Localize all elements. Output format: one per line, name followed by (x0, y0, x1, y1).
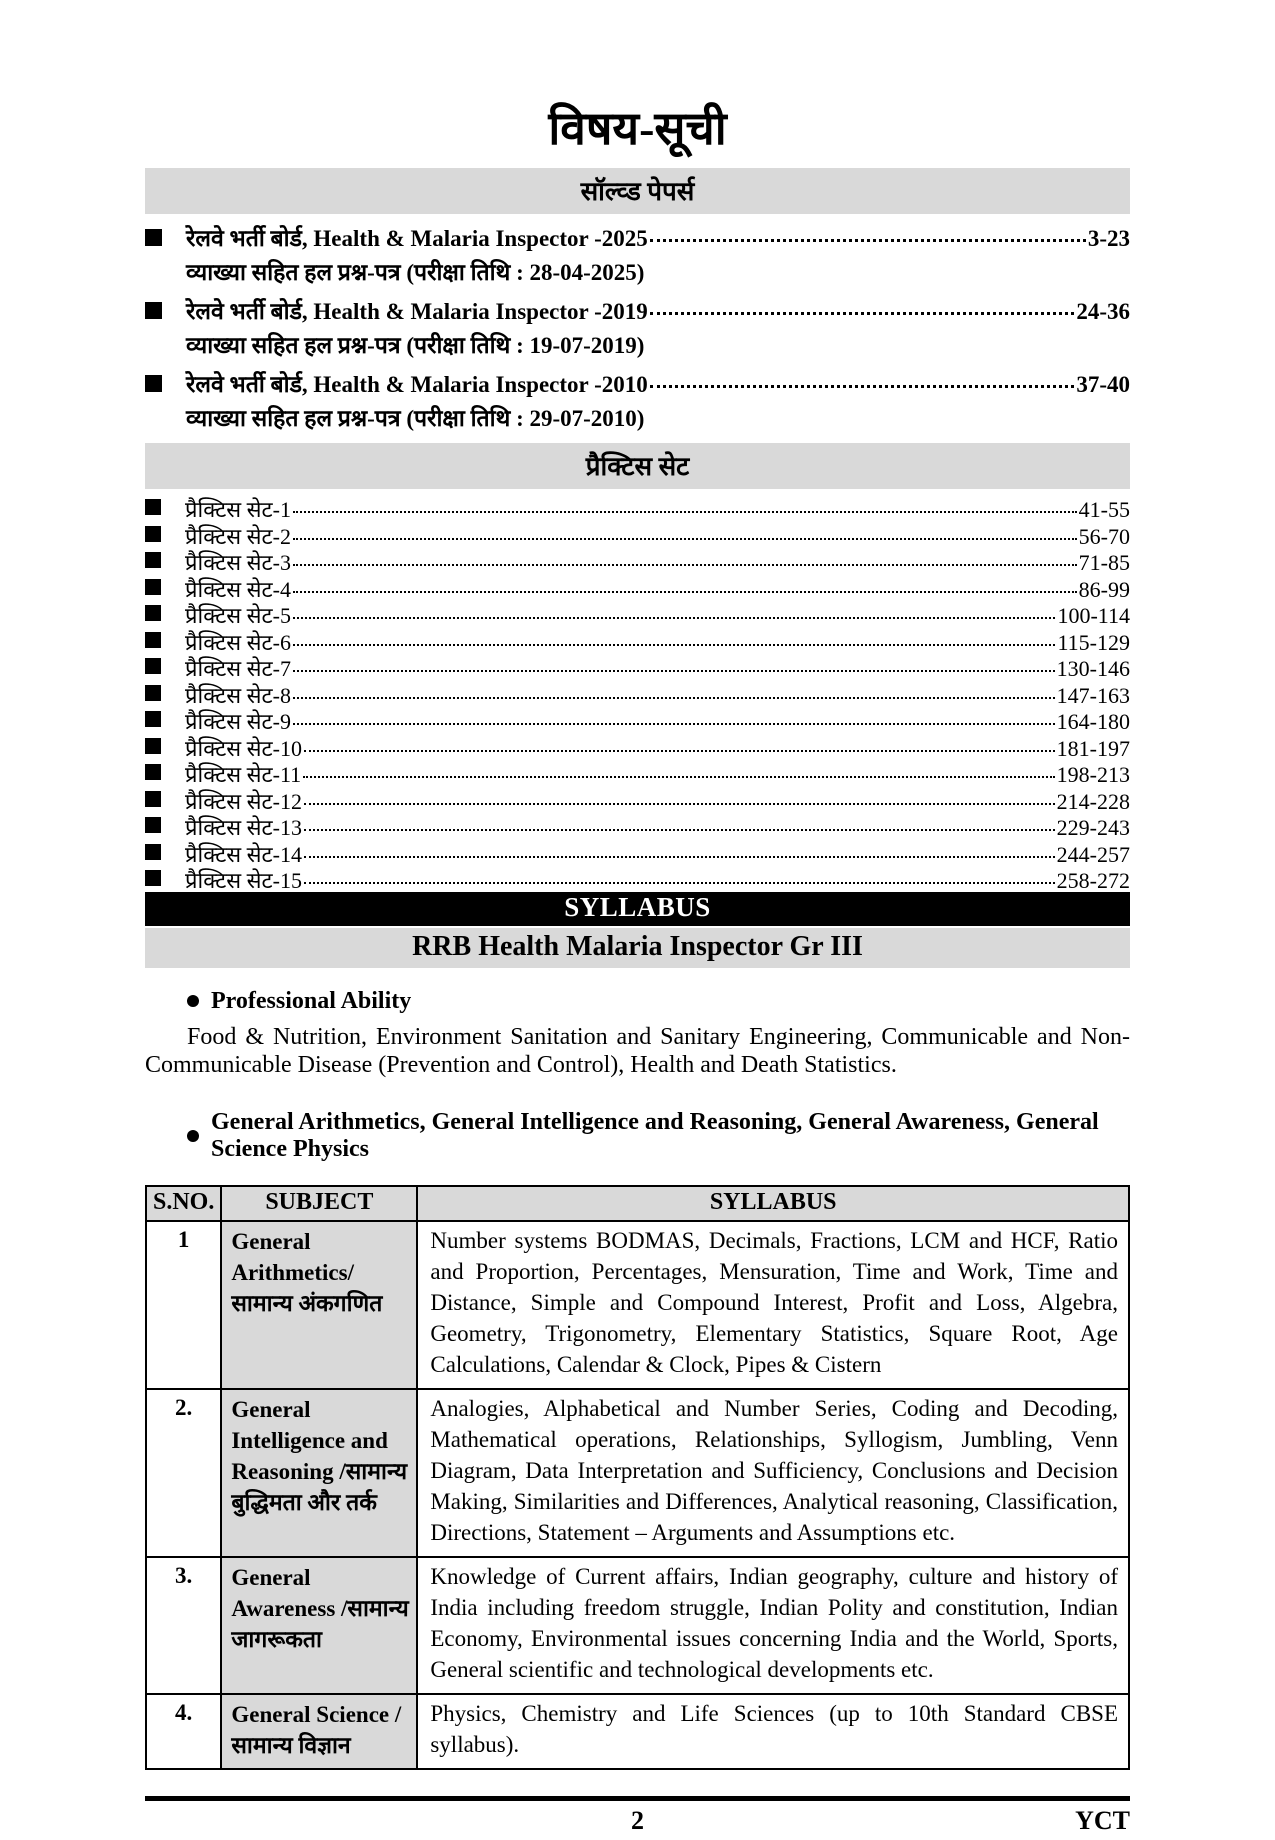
practice-set-pages: 164-180 (1056, 709, 1130, 734)
dot-leader (650, 312, 1075, 315)
circle-bullet-icon (187, 1130, 199, 1142)
dot-leader (303, 776, 1055, 778)
table-row (146, 1694, 1129, 1769)
professional-ability-heading: Professional Ability (187, 988, 1130, 1015)
square-bullet-icon (145, 632, 161, 648)
practice-set-pages: 198-213 (1056, 762, 1130, 787)
square-bullet-icon (145, 229, 162, 246)
practice-set-label: प्रैक्टिस सेट-10 (185, 735, 302, 761)
practice-set-pages: 86-99 (1078, 576, 1130, 602)
syllabus-table-header-row (146, 1186, 1129, 1221)
practice-set-pages: 100-114 (1057, 603, 1130, 628)
syllabus-subtitle: RRB Health Malaria Inspector Gr III (145, 928, 1130, 968)
cell-sno: 4. (146, 1694, 221, 1769)
cell-sno: 2. (146, 1389, 221, 1557)
solved-papers-section-header: सॉल्व्ड पेपर्स (145, 168, 1130, 214)
square-bullet-icon (145, 302, 162, 319)
practice-set-label: प्रैक्टिस सेट-9 (185, 709, 291, 734)
cell-subject: General Awareness /सामान्य जागरूकता (221, 1557, 417, 1694)
header-syllabus: SYLLABUS (417, 1186, 1129, 1221)
solved-paper-subtitle: व्याख्या सहित हल प्रश्न-पत्र (परीक्षा तिथि : 19-07-2019) (186, 333, 645, 358)
square-bullet-icon (145, 579, 161, 595)
solved-paper-title: रेलवे भर्ती बोर्ड, Health & Malaria Inspector -2025 (186, 226, 648, 251)
cell-sno: 1 (146, 1221, 221, 1389)
practice-set-entry (145, 574, 1130, 601)
practice-set-pages: 181-197 (1056, 735, 1130, 761)
dot-leader (304, 803, 1055, 805)
solved-paper-entry (145, 367, 1130, 433)
dot-leader (293, 511, 1077, 513)
cell-syllabus: Knowledge of Current affairs, Indian geography, culture and history of India including freedom struggle, Indian Polity and constitution, Indian Economy, Environmental issues concerning India and the World, Sports, General scientific and technological developments etc. (417, 1557, 1129, 1694)
practice-set-pages: 115-129 (1057, 629, 1130, 655)
syllabus-table (145, 1185, 1130, 1770)
practice-set-label: प्रैक्टिस सेट-12 (185, 788, 302, 814)
cell-subject: General Science /सामान्य विज्ञान (221, 1694, 417, 1769)
dot-leader (293, 644, 1056, 646)
practice-set-label: प्रैक्टिस सेट-6 (185, 629, 291, 655)
practice-set-pages: 56-70 (1078, 523, 1130, 549)
practice-set-pages: 258-272 (1056, 868, 1130, 893)
dot-leader (293, 617, 1056, 619)
dot-leader (304, 750, 1055, 752)
practice-sets-section-header: प्रैक्टिस सेट (145, 443, 1130, 489)
practice-set-entry (145, 786, 1130, 813)
practice-set-entry (145, 706, 1130, 733)
solved-paper-title: रेलवे भर्ती बोर्ड, Health & Malaria Inspector -2010 (186, 372, 648, 397)
dot-leader (650, 239, 1086, 242)
square-bullet-icon (145, 605, 161, 621)
solved-paper-pages: 24-36 (1076, 299, 1130, 324)
practice-set-pages: 244-257 (1056, 841, 1130, 867)
header-subject: SUBJECT (221, 1186, 417, 1221)
cell-sno: 3. (146, 1557, 221, 1694)
dot-leader (650, 385, 1075, 388)
table-row (146, 1389, 1129, 1557)
square-bullet-icon (145, 658, 161, 674)
square-bullet-icon (145, 711, 161, 727)
dot-leader (293, 697, 1055, 699)
practice-set-label: प्रैक्टिस सेट-4 (185, 576, 291, 602)
practice-set-label: प्रैक्टिस सेट-14 (185, 841, 302, 867)
syllabus-section-header: SYLLABUS (145, 892, 1130, 926)
subjects-heading: General Arithmetics, General Intelligence and Reasoning, General Awareness, General Science Physics (187, 1109, 1130, 1163)
practice-set-label: प्रैक्टिस सेट-13 (185, 815, 302, 840)
circle-bullet-icon (187, 995, 199, 1007)
practice-set-entry (145, 521, 1130, 548)
practice-set-label: प्रैक्टिस सेट-1 (185, 497, 291, 522)
practice-set-pages: 41-55 (1078, 497, 1130, 522)
square-bullet-icon (145, 764, 161, 780)
dot-leader (293, 670, 1055, 672)
page-title: विषय-सूची (548, 103, 727, 154)
footer-brand: YCT (1075, 1805, 1130, 1835)
practice-set-label: प्रैक्टिस सेट-3 (185, 550, 291, 575)
practice-set-entry (145, 839, 1130, 866)
practice-set-entry (145, 494, 1130, 521)
solved-paper-subtitle: व्याख्या सहित हल प्रश्न-पत्र (परीक्षा तिथि : 28-04-2025) (186, 260, 645, 285)
square-bullet-icon (145, 526, 161, 542)
table-row (146, 1221, 1129, 1389)
solved-paper-subtitle: व्याख्या सहित हल प्रश्न-पत्र (परीक्षा तिथि : 29-07-2010) (186, 406, 645, 431)
practice-set-label: प्रैक्टिस सेट-8 (185, 682, 291, 708)
practice-set-label: प्रैक्टिस सेट-2 (185, 523, 291, 549)
footer-rule (145, 1796, 1130, 1801)
practice-set-entry (145, 812, 1130, 839)
practice-set-pages: 71-85 (1078, 550, 1130, 575)
practice-set-label: प्रैक्टिस सेट-11 (185, 762, 302, 787)
dot-leader (304, 856, 1055, 858)
header-sno: S.NO. (146, 1186, 221, 1221)
solved-paper-pages: 37-40 (1076, 372, 1130, 397)
practice-set-entry (145, 865, 1130, 892)
solved-paper-entry (145, 294, 1130, 360)
practice-set-label: प्रैक्टिस सेट-7 (185, 656, 291, 681)
square-bullet-icon (145, 738, 161, 754)
square-bullet-icon (145, 552, 161, 568)
square-bullet-icon (145, 844, 161, 860)
square-bullet-icon (145, 817, 161, 833)
practice-set-entry (145, 759, 1130, 786)
practice-set-label: प्रैक्टिस सेट-15 (185, 868, 302, 893)
footer-page-number: 2 (631, 1805, 644, 1835)
square-bullet-icon (145, 499, 161, 515)
dot-leader (293, 538, 1077, 540)
practice-set-pages: 147-163 (1056, 682, 1130, 708)
square-bullet-icon (145, 870, 161, 886)
dot-leader (293, 591, 1077, 593)
solved-paper-entry (145, 221, 1130, 287)
practice-set-entry (145, 547, 1130, 574)
professional-ability-text: Food & Nutrition, Environment Sanitation and Sanitary Engineering, Communicable and Non-Communicable Disease (Prevention and Control), Health and Death Statistics. (145, 1023, 1130, 1078)
cell-subject: General Intelligence and Reasoning /सामान्य बुद्धिमता और तर्क (221, 1389, 417, 1557)
solved-papers-list (145, 221, 1130, 433)
practice-set-entry (145, 680, 1130, 707)
syllabus-table-body (146, 1221, 1129, 1769)
square-bullet-icon (145, 685, 161, 701)
cell-syllabus: Physics, Chemistry and Life Sciences (up to 10th Standard CBSE syllabus). (417, 1694, 1129, 1769)
dot-leader (293, 723, 1055, 725)
practice-set-entry (145, 653, 1130, 680)
square-bullet-icon (145, 375, 162, 392)
practice-set-label: प्रैक्टिस सेट-5 (185, 603, 291, 628)
square-bullet-icon (145, 791, 161, 807)
practice-set-pages: 214-228 (1056, 788, 1130, 814)
dot-leader (293, 564, 1077, 566)
solved-paper-pages: 3-23 (1087, 226, 1130, 251)
practice-sets-list (145, 494, 1130, 892)
practice-set-pages: 130-146 (1056, 656, 1130, 681)
dot-leader (304, 829, 1055, 831)
cell-subject: General Arithmetics/सामान्य अंकगणित (221, 1221, 417, 1389)
solved-paper-title: रेलवे भर्ती बोर्ड, Health & Malaria Inspector -2019 (186, 299, 648, 324)
practice-set-entry (145, 733, 1130, 760)
practice-set-pages: 229-243 (1056, 815, 1130, 840)
footer (145, 1806, 1130, 1840)
practice-set-entry (145, 627, 1130, 654)
table-row (146, 1557, 1129, 1694)
cell-syllabus: Number systems BODMAS, Decimals, Fractions, LCM and HCF, Ratio and Proportion, Percentages, Mensuration, Time and Work, Time and Distance, Simple and Compound Interest, Profit and Loss, Algebra, Geometry, Trigonometry, Elementary Statistics, Square Root, Age Calculations, Calendar & Clock, Pipes & Cistern (417, 1221, 1129, 1389)
dot-leader (304, 882, 1055, 884)
practice-set-entry (145, 600, 1130, 627)
cell-syllabus: Analogies, Alphabetical and Number Series, Coding and Decoding, Mathematical operations, Relationships, Syllogism, Jumbling, Venn Diagram, Data Interpretation and Sufficiency, Conclusions and Decision Making, Similarities and Differences, Analytical reasoning, Classification, Directions, Statement – Arguments and Assumptions etc. (417, 1389, 1129, 1557)
